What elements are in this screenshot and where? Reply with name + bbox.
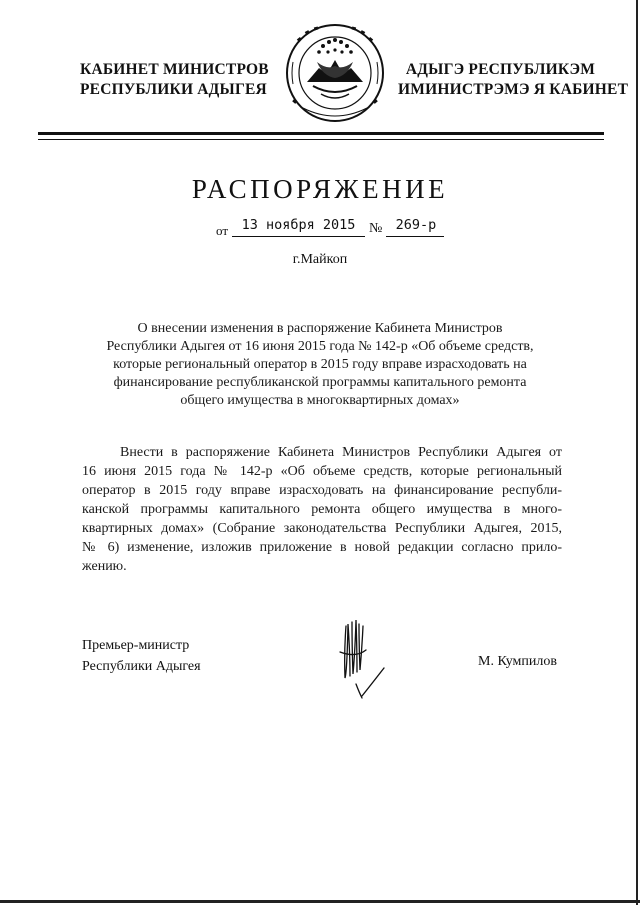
scan-edge-bottom	[0, 900, 640, 903]
number-label: №	[369, 221, 383, 236]
document-title: РАСПОРЯЖЕНИЕ	[191, 174, 449, 204]
coat-of-arms-emblem-icon	[283, 22, 387, 124]
signer-position-line: Премьер-министр	[82, 638, 190, 653]
date-underline	[232, 236, 365, 237]
scan-edge-right	[636, 0, 638, 905]
body-line: № 6) изменение, изложив приложение в новой редакции согласно прило-	[82, 540, 562, 555]
header-divider-thin	[38, 139, 604, 140]
subject-line: общего имущества в многоквартирных домах»	[180, 393, 460, 408]
subject-line: О внесении изменения в распоряжение Кабинета Министров	[137, 321, 503, 336]
header-divider-thick	[38, 132, 604, 135]
org-name-adyghe-line: ИМИНИСТРЭМЭ Я КАБИНЕТ	[398, 81, 629, 98]
org-name-russian-line: КАБИНЕТ МИНИСТРОВ	[80, 61, 269, 78]
body-line: Внести в распоряжение Кабинета Министров Республики Адыгея от	[120, 445, 562, 460]
org-name-adyghe	[398, 60, 629, 100]
subject-line: финансирование республиканской программы капитального ремонта	[113, 375, 527, 390]
body-line: канской программы капитального ремонта общего имущества в много-	[82, 502, 562, 517]
body-line: оператор в 2015 году вправе израсходовать на финансирование республи-	[82, 483, 562, 498]
body-line: квартирных домах» (Собрание законодательства Республики Адыгея, 2015,	[82, 521, 562, 536]
signer-name: М. Кумпилов	[478, 654, 557, 669]
document-body	[82, 443, 562, 576]
org-name-russian-line: РЕСПУБЛИКИ АДЫГЕЯ	[80, 81, 267, 98]
subject-line: которые региональный оператор в 2015 году вправе израсходовать на	[113, 357, 527, 372]
document-date: 13 ноября 2015	[241, 217, 356, 233]
document-subject	[90, 320, 550, 410]
number-underline	[386, 236, 444, 237]
document-city: г.Майкоп	[292, 252, 348, 267]
body-line: жению.	[82, 559, 127, 574]
handwritten-signature-icon	[326, 612, 390, 708]
org-name-adyghe-line: АДЫГЭ РЕСПУБЛИКЭМ	[405, 61, 596, 78]
signer-position-line: Республики Адыгея	[82, 659, 201, 674]
date-label: от	[216, 223, 229, 238]
org-name-russian	[80, 60, 269, 100]
signer-position	[82, 635, 201, 677]
subject-line: Республики Адыгея от 16 июня 2015 года № 142-р «Об объеме средств,	[106, 339, 534, 354]
body-line: 16 июня 2015 года № 142-р «Об объеме средств, которые региональный	[82, 464, 562, 479]
document-number: 269-р	[395, 217, 437, 233]
